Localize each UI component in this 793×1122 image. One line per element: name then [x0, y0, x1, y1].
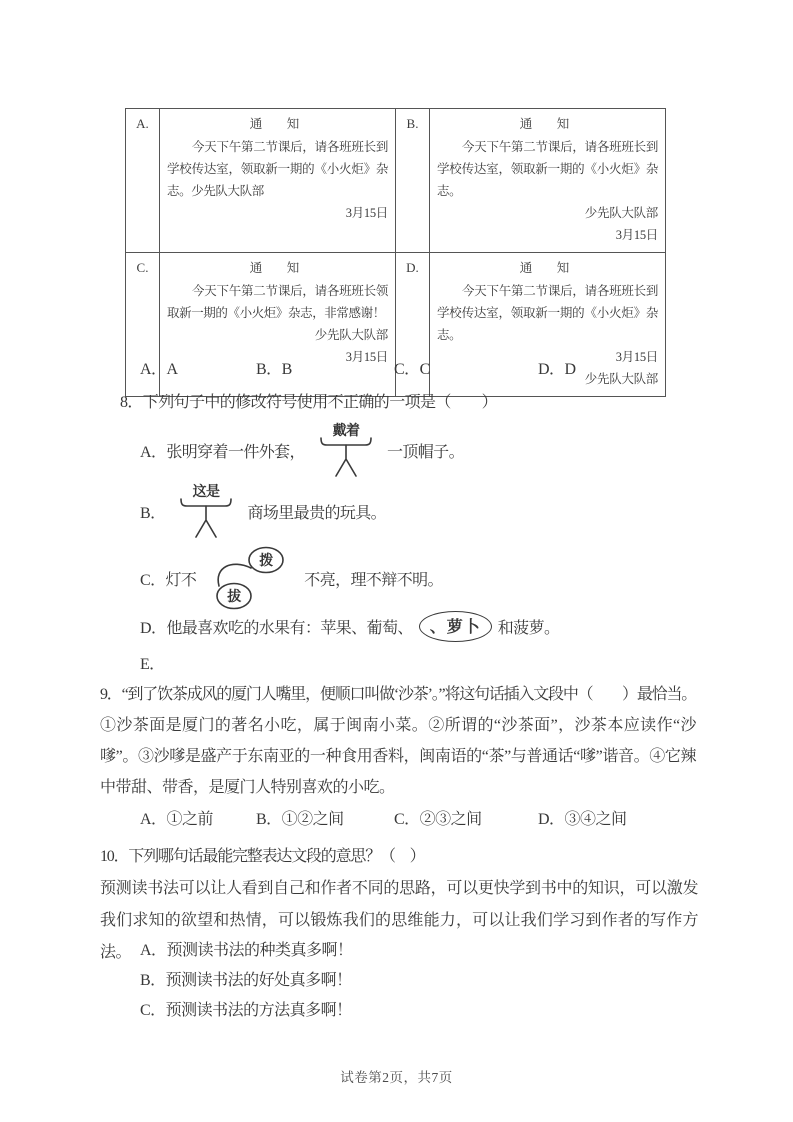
question-8-option-d — [140, 607, 559, 645]
notice-body: 今天下午第二节课后，请各班班长到学校传达室，领取新一期的《小火炬》杂志。少先队大队部 — [167, 140, 388, 198]
insertion-mark-icon — [315, 422, 377, 478]
cell-label-d: D. — [396, 253, 430, 397]
option-c: C．②③之间 — [394, 811, 482, 828]
option-label: A． — [140, 443, 167, 461]
svg-text:拨: 拨 — [259, 554, 273, 569]
notice-table — [125, 108, 666, 397]
notice-title: 通 知 — [519, 261, 576, 275]
notice-body: 今天下午第二节课后，请各班班长到学校传达室，领取新一期的《小火炬》杂志。 — [437, 140, 658, 198]
option-c: C．预测读书法的方法真多啊！ — [140, 1002, 352, 1019]
option-b: B．B — [256, 361, 292, 378]
option-text: 一顶帽子。 — [386, 443, 464, 461]
question-8-stem: 8．下列句子中的修改符号使用不正确的一项是（ ） — [120, 394, 498, 411]
option-d: D．D — [538, 361, 576, 378]
cell-label-a: A. — [126, 109, 160, 253]
deletion-circle: 、萝卜 — [419, 611, 492, 642]
option-text: 张明穿着一件外套， — [166, 443, 305, 461]
notice-title: 通 知 — [519, 117, 576, 131]
option-a: A．①之前 — [140, 811, 214, 828]
notice-body: 今天下午第二节课后，请各班班长领取新一期的《小火炬》杂志，非常感谢！ — [167, 284, 388, 320]
option-label: C． — [140, 571, 166, 589]
question-10-options — [140, 936, 353, 1026]
notice-title: 通 知 — [249, 261, 306, 275]
question-9-stem: 9．“到了饮茶成风的厦门人嘴里，便顺口叫做‘沙茶’。”将这句话插入文段中（ ）最恰当。 — [100, 686, 697, 703]
question-8-option-e — [140, 650, 165, 674]
notice-a — [160, 109, 396, 253]
option-text: 商场里最贵的玩具。 — [247, 504, 387, 522]
question-9-passage: ①沙茶面是厦门的著名小吃，属于闽南小菜。②所谓的“沙茶面”，沙茶本应读作“沙嗲”。③沙嗲是盛产于东南亚的一种食用香料，闽南语的“茶”与普通话“嗲”谐音。④它辣中带甜、带香，是厦门人特别喜欢的小吃。 — [100, 717, 696, 796]
replacement-mark-icon — [206, 545, 294, 611]
svg-text:这是: 这是 — [193, 485, 220, 500]
notice-signature: 少先队大队部 — [314, 328, 388, 342]
option-label: B． — [140, 504, 166, 522]
option-b: B．预测读书法的好处真多啊！ — [140, 972, 352, 989]
page-footer: 试卷第2页，共7页 — [340, 1070, 453, 1085]
option-b: B．①②之间 — [256, 811, 344, 828]
question-9-options — [140, 806, 627, 829]
notice-title: 通 知 — [249, 117, 306, 131]
notice-date: 3月15日 — [345, 350, 388, 364]
notice-signature: 少先队大队部 — [584, 372, 658, 386]
cell-label-c: C. — [126, 253, 160, 397]
question-8-option-b — [140, 482, 386, 540]
question-10-stem: 10．下列哪句话最能完整表达文段的意思？（ ） — [100, 848, 425, 865]
option-label: D． — [140, 619, 167, 637]
insertion-mark-icon — [175, 483, 237, 539]
question-10-passage: 预测读书法可以让人看到自己和作者不同的思路，可以更快学到书中的知识，可以激发我们求知的欲望和热情，可以锻炼我们的思维能力，可以让我们学习到作者的写作方法。 — [100, 880, 698, 961]
notice-date: 3月15日 — [615, 228, 658, 242]
option-text: 不亮，理不辩不明。 — [304, 571, 443, 589]
table-row — [126, 109, 666, 253]
svg-text:拔: 拔 — [227, 590, 241, 605]
option-label: E． — [140, 655, 165, 673]
option-text: 灯不 — [165, 571, 197, 589]
option-a: A．预测读书法的种类真多啊！ — [140, 942, 353, 959]
question-8-option-a — [140, 421, 464, 479]
notice-b — [430, 109, 666, 253]
option-text: 和菠萝。 — [497, 619, 560, 637]
option-text: 他最喜欢吃的水果有：苹果、葡萄、 — [166, 619, 413, 637]
notice-body: 今天下午第二节课后，请各班班长到学校传达室，领取新一期的《小火炬》杂志。 — [437, 284, 658, 342]
cell-label-b: B. — [396, 109, 430, 253]
option-a: A．A — [140, 361, 178, 378]
notice-signature: 少先队大队部 — [584, 206, 658, 220]
svg-text:戴着: 戴着 — [332, 424, 360, 439]
notice-date: 3月15日 — [345, 206, 388, 220]
question-8-option-c — [140, 545, 443, 611]
option-d: D．③④之间 — [538, 811, 627, 828]
notice-date: 3月15日 — [615, 350, 658, 364]
question-7-options — [140, 356, 576, 379]
option-c: C．C — [394, 361, 430, 378]
question-9 — [100, 679, 696, 803]
